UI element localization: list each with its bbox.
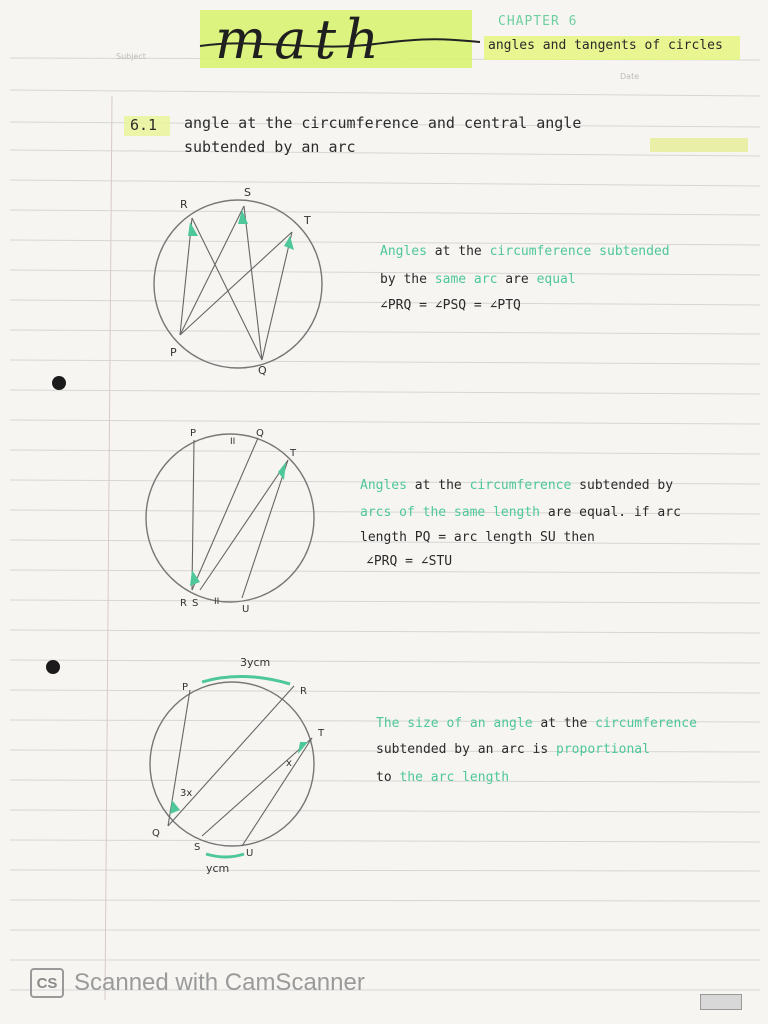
watermark-text: Scanned with CamScanner xyxy=(74,969,365,996)
svg-text:II: II xyxy=(230,437,236,447)
note2-line3: length PQ = arc length SU then xyxy=(360,530,595,545)
label-T: T xyxy=(304,214,311,227)
note2-line4: ∠PRQ = ∠STU xyxy=(366,554,453,569)
date-hint: Date xyxy=(620,72,640,81)
section-strip-highlight xyxy=(650,138,748,152)
note3-line3: to the arc length xyxy=(376,770,510,785)
angle-x: x xyxy=(286,758,292,769)
label-P: P xyxy=(182,682,189,693)
label-U: U xyxy=(246,848,254,859)
scanner-watermark xyxy=(30,968,365,998)
note2-line2: arcs of the same length are equal. if arc xyxy=(360,505,681,520)
label-R: R xyxy=(300,686,307,697)
arc-bottom-label: ycm xyxy=(206,862,230,875)
label-T: T xyxy=(290,448,297,459)
subject-hint: Subject xyxy=(116,52,146,61)
notebook-brand-stamp xyxy=(700,994,742,1010)
diagram-proportional-arcs xyxy=(130,650,340,880)
title-underline-stroke xyxy=(195,28,485,58)
label-U: U xyxy=(242,604,250,615)
note1-line1: Angles at the circumference subtended xyxy=(380,244,670,259)
label-R: R xyxy=(180,598,187,609)
label-Q: Q xyxy=(258,364,267,377)
label-P: P xyxy=(170,346,177,359)
note3-line2: subtended by an arc is proportional xyxy=(376,742,650,757)
label-S: S xyxy=(192,598,199,609)
svg-text:II: II xyxy=(214,597,220,607)
section-title-line1: angle at the circumference and central angle xyxy=(184,114,582,132)
camscanner-logo-icon: CS xyxy=(30,968,64,998)
label-T: T xyxy=(318,728,325,739)
angle-3x: 3x xyxy=(180,788,193,799)
page-title: math xyxy=(215,8,387,71)
label-R: R xyxy=(180,198,188,211)
binder-hole-1 xyxy=(52,376,66,390)
chapter-label: CHAPTER 6 xyxy=(498,14,578,29)
note1-line2: by the same arc are equal xyxy=(380,272,576,287)
diagram-same-arc xyxy=(140,180,340,380)
arc-top-label: 3ycm xyxy=(240,656,271,669)
section-title-line2: subtended by an arc xyxy=(184,138,356,156)
binder-hole-2 xyxy=(46,660,60,674)
note2-line1: Angles at the circumference subtended by xyxy=(360,478,674,493)
label-Q: Q xyxy=(152,828,160,839)
label-Q: Q xyxy=(256,428,264,439)
section-number: 6.1 xyxy=(130,116,158,134)
label-S: S xyxy=(194,842,201,853)
note1-line3: ∠PRQ = ∠PSQ = ∠PTQ xyxy=(380,298,521,313)
label-P: P xyxy=(190,428,197,439)
diagram-equal-arcs xyxy=(130,420,330,620)
note3-line1: The size of an angle at the circumference xyxy=(376,716,697,731)
chapter-subtitle: angles and tangents of circles xyxy=(488,38,723,53)
label-S: S xyxy=(244,186,251,199)
